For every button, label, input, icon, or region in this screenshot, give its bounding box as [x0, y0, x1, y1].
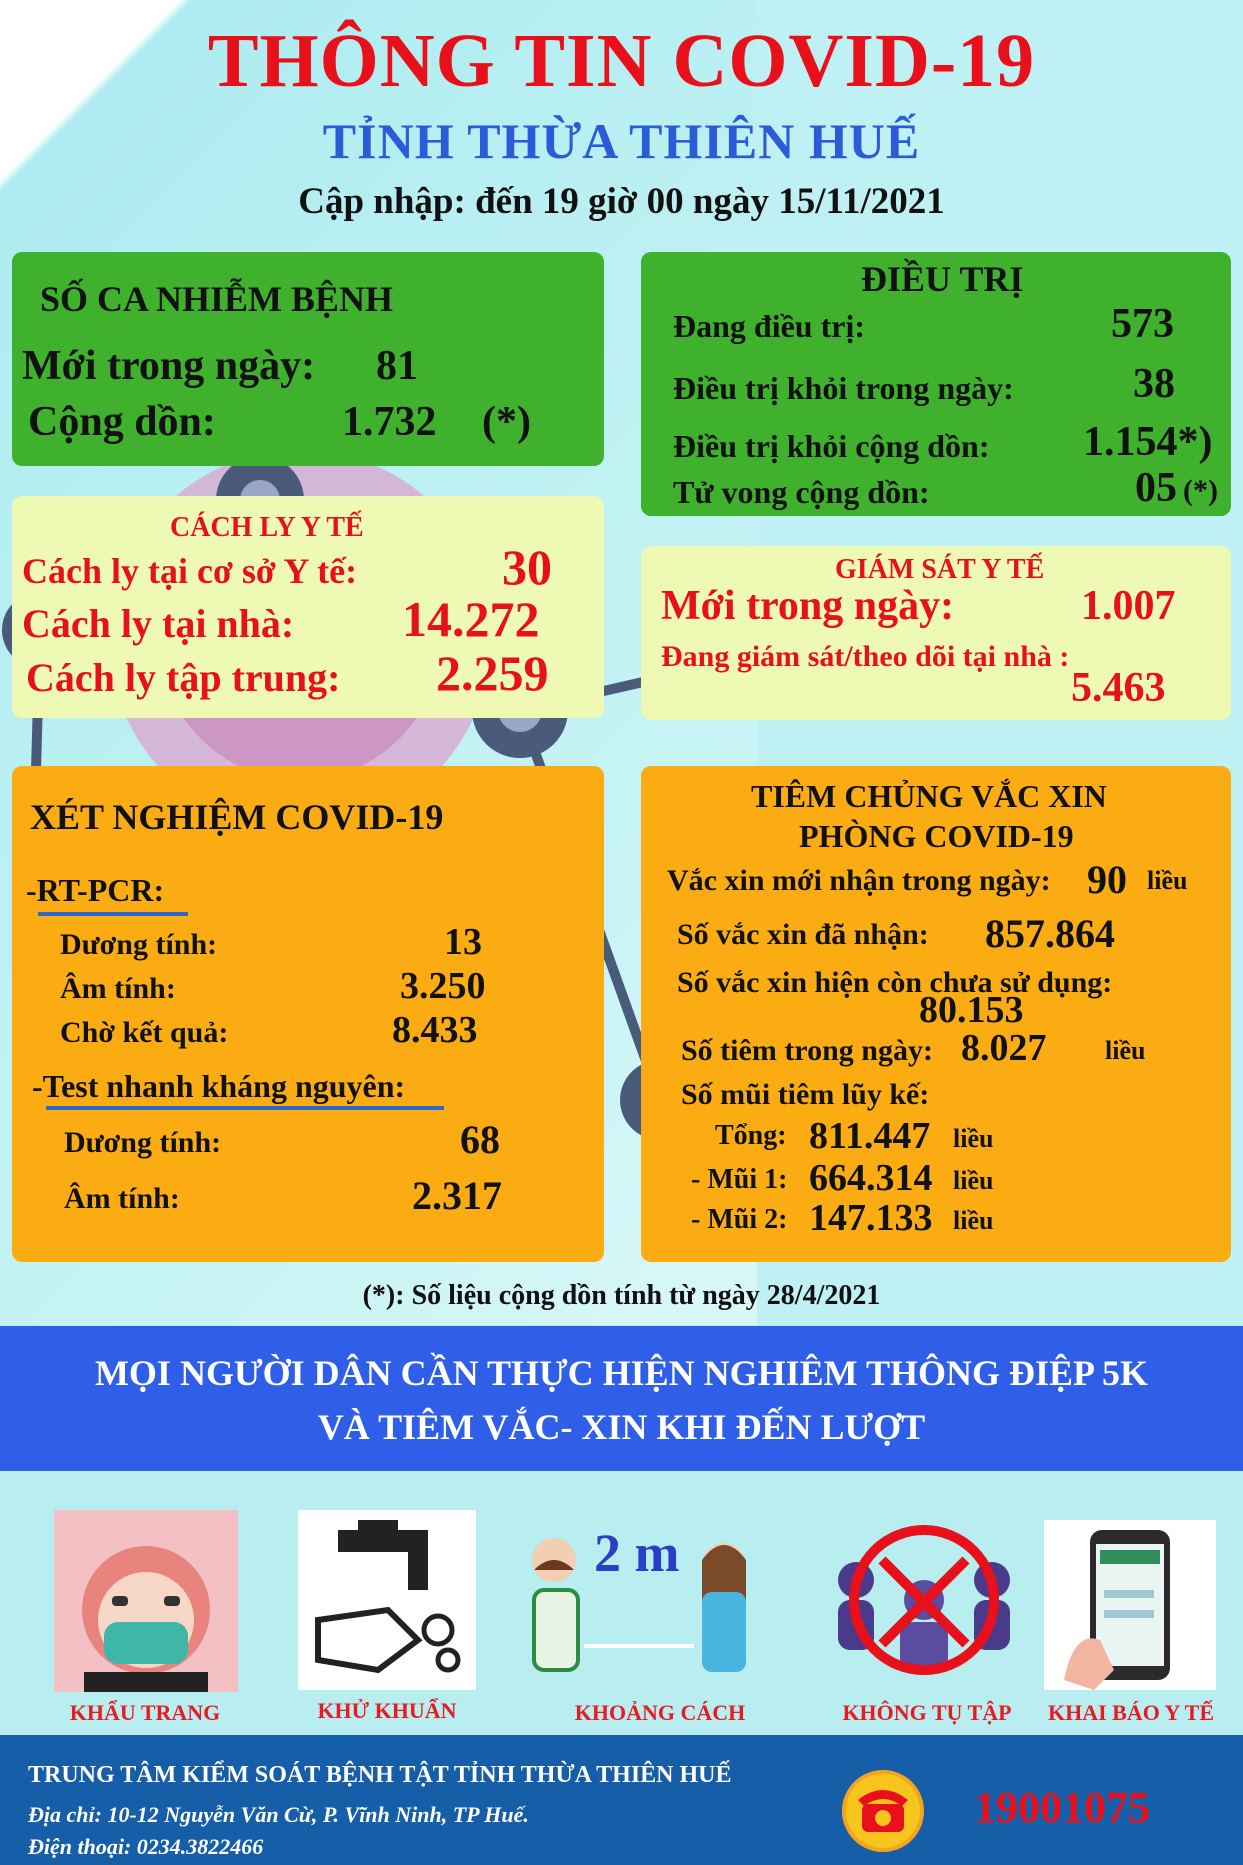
rapid-label: -Test nhanh kháng nguyên:: [32, 1068, 406, 1104]
rapid-positive-label: Dương tính:: [64, 1126, 222, 1159]
mask-icon: [54, 1510, 238, 1692]
hotline-number[interactable]: 19001075: [974, 1783, 1150, 1832]
today-unit: liều: [1105, 1036, 1146, 1065]
footer-org: TRUNG TÂM KIỂM SOÁT BỆNH TẬT TỈNH THỪA THIÊN HUẾ: [28, 1762, 732, 1788]
rapid-negative-value: 2.317: [412, 1173, 502, 1218]
cases-new-value: 81: [376, 343, 418, 389]
received-total-label: Số vắc xin đã nhận:: [677, 918, 929, 951]
rapid-negative-label: Âm tính:: [64, 1182, 180, 1215]
pcr-pending-label: Chờ kết quả:: [60, 1016, 229, 1049]
monitoring-home-label: Đang giám sát/theo dõi tại nhà :: [661, 640, 1070, 673]
dose2-unit: liều: [953, 1206, 994, 1235]
received-today-unit: liều: [1147, 866, 1188, 895]
cases-heading: SỐ CA NHIỄM BỆNH: [40, 279, 394, 319]
recovered-today-label: Điều trị khỏi trong ngày:: [673, 370, 1014, 406]
no-gathering-icon: [826, 1520, 1022, 1680]
total-value: 811.447: [809, 1115, 931, 1157]
isolation-central-value: 2.259: [436, 645, 549, 701]
treating-value: 573: [1111, 301, 1174, 347]
updated-time: Cập nhập: đến 19 giờ 00 ngày 15/11/2021: [298, 181, 945, 222]
treatment-heading: ĐIỀU TRỊ: [861, 259, 1024, 299]
received-today-value: 90: [1087, 857, 1127, 902]
monitoring-home-value: 5.463: [1071, 665, 1166, 711]
dose1-unit: liều: [953, 1166, 994, 1195]
cases-total-note: (*): [482, 399, 531, 445]
treating-label: Đang điều trị:: [673, 308, 865, 344]
monitoring-card: [641, 546, 1231, 720]
hand-wash-icon: [298, 1510, 476, 1690]
monitoring-heading: GIÁM SÁT Y TẾ: [835, 554, 1045, 585]
monitoring-new-value: 1.007: [1081, 583, 1176, 629]
phone-app-icon: [1044, 1520, 1216, 1690]
pcr-positive-label: Dương tính:: [60, 928, 218, 961]
recovered-total-value: 1.154*): [1083, 419, 1213, 465]
health-declaration-label: KHAI BÁO Y TẾ: [1047, 1700, 1215, 1725]
rapid-underline: [46, 1106, 444, 1110]
banner-line-2: VÀ TIÊM VẮC- XIN KHI ĐẾN LƯỢT: [317, 1407, 926, 1447]
treatment-card: [641, 252, 1231, 516]
recovered-today-value: 38: [1133, 361, 1175, 407]
vaccination-card: [641, 766, 1231, 1262]
dose2-value: 147.133: [809, 1197, 933, 1239]
footer-address: Địa chỉ: 10-12 Nguyễn Văn Cừ, P. Vĩnh Ninh, TP Huế.: [28, 1802, 529, 1827]
mask-label: KHẨU TRANG: [69, 1700, 221, 1725]
isolation-home-value: 14.272: [402, 591, 540, 647]
today-label: Số tiêm trong ngày:: [681, 1034, 933, 1067]
isolation-home-label: Cách ly tại nhà:: [22, 601, 295, 646]
recovered-total-label: Điều trị khỏi cộng dồn:: [673, 428, 990, 464]
pcr-negative-value: 3.250: [400, 965, 486, 1007]
deaths-value: 05: [1135, 465, 1177, 511]
received-today-label: Vắc xin mới nhận trong ngày:: [667, 864, 1051, 897]
total-label: Tổng:: [715, 1120, 787, 1151]
pcr-pending-value: 8.433: [392, 1009, 478, 1051]
disinfect-label: KHỬ KHUẨN: [317, 1698, 457, 1723]
isolation-facility-value: 30: [502, 539, 552, 595]
total-unit: liều: [953, 1124, 994, 1153]
monitoring-new-label: Mới trong ngày:: [661, 583, 955, 629]
no-gathering-label: KHÔNG TỤ TẬP: [842, 1700, 1012, 1725]
isolation-heading: CÁCH LY Y TẾ: [170, 512, 364, 543]
isolation-central-label: Cách ly tập trung:: [26, 655, 341, 700]
distance-sign: 2 m: [594, 1523, 680, 1583]
pcr-negative-label: Âm tính:: [60, 972, 176, 1005]
pcr-positive-value: 13: [444, 921, 482, 963]
cumulative-label: Số mũi tiêm lũy kế:: [681, 1078, 930, 1111]
deaths-label: Tử vong cộng dồn:: [673, 474, 930, 510]
today-value: 8.027: [961, 1027, 1047, 1069]
cases-card: [12, 252, 604, 466]
isolation-card: [12, 496, 604, 718]
pcr-underline: [38, 912, 188, 916]
isolation-facility-label: Cách ly tại cơ sở Y tế:: [22, 551, 358, 591]
received-total-value: 857.864: [985, 911, 1115, 956]
phone-icon: [842, 1770, 924, 1852]
cumulative-note: (*): Số liệu cộng dồn tính từ ngày 28/4/2021: [362, 1280, 881, 1311]
vaccination-heading-1: TIÊM CHỦNG VẮC XIN: [751, 778, 1107, 814]
distance-label: KHOẢNG CÁCH: [574, 1700, 746, 1725]
unused-value: 80.153: [919, 989, 1024, 1031]
unused-label: Số vắc xin hiện còn chưa sử dụng:: [677, 966, 1113, 999]
pcr-label: -RT-PCR:: [26, 872, 165, 908]
cases-total-label: Cộng dồn:: [28, 399, 216, 445]
cases-total-value: 1.732: [342, 399, 437, 445]
province-title: TỈNH THỪA THIÊN HUẾ: [322, 113, 921, 169]
message-banner: [0, 1326, 1243, 1471]
testing-heading: XÉT NGHIỆM COVID-19: [30, 797, 444, 837]
testing-card: [12, 766, 604, 1262]
footer-phone: Điện thoại: 0234.3822466: [28, 1834, 264, 1859]
vaccination-heading-2: PHÒNG COVID-19: [799, 818, 1074, 854]
deaths-note: (*): [1183, 474, 1218, 507]
cases-new-label: Mới trong ngày:: [22, 343, 316, 389]
dose1-value: 664.314: [809, 1157, 933, 1199]
page-title: THÔNG TIN COVID-19: [207, 19, 1036, 103]
rapid-positive-value: 68: [460, 1117, 500, 1162]
banner-line-1: MỌI NGƯỜI DÂN CẦN THỰC HIỆN NGHIÊM THÔNG ĐIỆP 5K: [94, 1353, 1149, 1393]
dose2-label: - Mũi 2:: [691, 1204, 788, 1235]
dose1-label: - Mũi 1:: [691, 1164, 788, 1195]
